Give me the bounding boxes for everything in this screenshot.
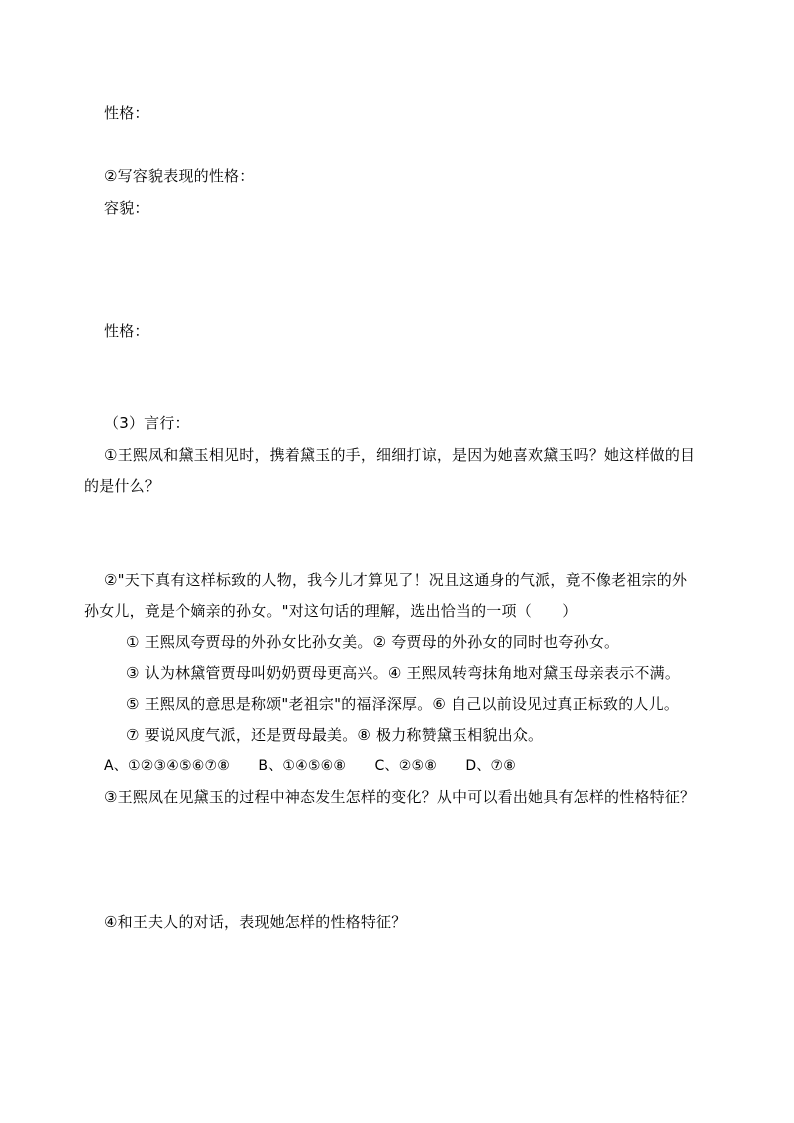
question-3: ③王熙凤在见黛玉的过程中神态发生怎样的变化？从中可以看出她具有怎样的性格特征？ [104,788,696,806]
answer-choices: A、①②③④⑤⑥⑦⑧ B、①④⑤⑥⑧ C、②⑤⑧ D、⑦⑧ [104,758,517,774]
question-2-line-1: ②"天下真有这样标致的人物，我今儿才算见了！况且这通身的气派，竟不像老祖宗的外 [104,571,688,589]
option-line-1: ① 王熙凤夸贾母的外孙女比孙女美。② 夸贾母的外孙女的同时也夸孙女。 [126,633,620,651]
personality-label-2: 性格： [104,322,150,340]
personality-label-1: 性格： [104,104,150,122]
option-line-3: ⑤ 王熙凤的意思是称颂"老祖宗"的福泽深厚。⑥ 自己以前设见过真正标致的人儿。 [126,695,680,713]
question-1-line-1: ①王熙凤和黛玉相见时，携着黛玉的手，细细打谅，是因为她喜欢黛玉吗？她这样做的目 [104,446,696,464]
option-line-2: ③ 认为林黛管贾母叫奶奶贾母更高兴。④ 王熙凤转弯抹角地对黛玉母亲表示不满。 [126,664,681,682]
appearance-heading: ②写容貌表现的性格： [104,167,255,185]
question-2-line-2: 孙女儿，竟是个嫡亲的孙女。"对这句话的理解，选出恰当的一项（ ） [84,602,578,620]
question-1-line-2: 的是什么？ [84,477,161,495]
question-4: ④和王夫人的对话，表现她怎样的性格特征？ [104,913,407,931]
speech-section-heading: （3）言行： [104,414,190,432]
appearance-label: 容貌： [104,199,150,217]
option-line-4: ⑦ 要说风度气派，还是贾母最美。⑧ 极力称赞黛玉相貌出众。 [126,726,544,744]
